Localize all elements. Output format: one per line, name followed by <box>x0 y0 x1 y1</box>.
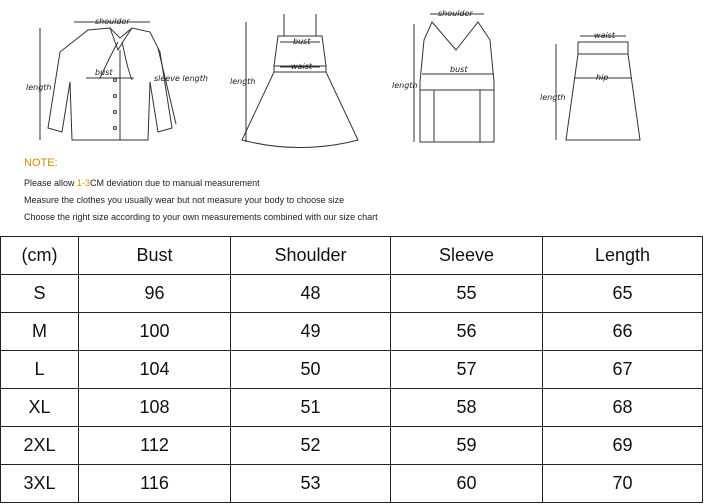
shirt-length-label: length <box>26 83 52 92</box>
length-cell: 68 <box>543 389 703 427</box>
shirt-shoulder-label: shoulder <box>95 17 130 26</box>
sleeve-cell: 60 <box>391 465 543 503</box>
size-cell: 3XL <box>1 465 79 503</box>
sleeve-cell: 56 <box>391 313 543 351</box>
note-line-3: Choose the right size according to your own measurements combined with our size chart <box>24 212 378 222</box>
table-row <box>1 313 703 351</box>
bust-cell: 100 <box>79 313 231 351</box>
shirt-sleeve-label: sleeve length <box>154 74 208 83</box>
table-row <box>1 275 703 313</box>
length-cell: 65 <box>543 275 703 313</box>
skirt-waist-label: waist <box>594 31 615 40</box>
header-cell-unit: (cm) <box>1 237 79 275</box>
note-line-1-pre: Please allow <box>24 178 78 188</box>
shoulder-cell: 49 <box>231 313 391 351</box>
size-cell: L <box>1 351 79 389</box>
length-cell: 66 <box>543 313 703 351</box>
table-row <box>1 389 703 427</box>
note-line-2: Measure the clothes you usually wear but not measure your body to choose size <box>24 195 345 205</box>
tank-length-label: length <box>392 81 418 90</box>
size-cell: 2XL <box>1 427 79 465</box>
skirt-length-label: length <box>540 93 566 102</box>
size-cell: M <box>1 313 79 351</box>
bust-cell: 116 <box>79 465 231 503</box>
shirt-bust-label: bust <box>95 68 113 77</box>
table-row <box>1 427 703 465</box>
note-title: NOTE: <box>24 157 58 169</box>
shoulder-cell: 53 <box>231 465 391 503</box>
bust-cell: 96 <box>79 275 231 313</box>
sleeve-cell: 59 <box>391 427 543 465</box>
tank-bust-label: bust <box>450 65 468 74</box>
note-line-1 <box>24 175 684 192</box>
shoulder-cell: 50 <box>231 351 391 389</box>
header-cell-length: Length <box>543 237 703 275</box>
note-line-1-post: CM deviation due to manual measurement <box>90 178 260 188</box>
dress-bust-label: bust <box>293 37 311 46</box>
size-chart-table <box>0 236 703 503</box>
bust-cell: 104 <box>79 351 231 389</box>
length-cell: 69 <box>543 427 703 465</box>
header-cell-sleeve: Sleeve <box>391 237 543 275</box>
dress-diagram <box>242 14 358 148</box>
notes-block <box>24 157 684 226</box>
header-cell-bust: Bust <box>79 237 231 275</box>
sleeve-cell: 58 <box>391 389 543 427</box>
shoulder-cell: 52 <box>231 427 391 465</box>
tank-shoulder-label: shoulder <box>438 9 473 18</box>
dress-length-label: length <box>230 77 256 86</box>
illustration-panel <box>0 0 704 236</box>
bust-cell: 108 <box>79 389 231 427</box>
table-row <box>1 465 703 503</box>
sleeve-cell: 55 <box>391 275 543 313</box>
shoulder-cell: 51 <box>231 389 391 427</box>
tank-diagram <box>414 14 494 142</box>
note-line-1-highlight: 1-3 <box>77 178 91 188</box>
table-header-row <box>1 237 703 275</box>
size-cell: S <box>1 275 79 313</box>
shoulder-cell: 48 <box>231 275 391 313</box>
length-cell: 70 <box>543 465 703 503</box>
bust-cell: 112 <box>79 427 231 465</box>
table-row <box>1 351 703 389</box>
garment-diagrams <box>0 0 704 160</box>
dress-waist-label: waist <box>291 62 312 71</box>
skirt-hip-label: hip <box>596 73 609 82</box>
length-cell: 67 <box>543 351 703 389</box>
sleeve-cell: 57 <box>391 351 543 389</box>
skirt-diagram <box>556 36 640 140</box>
size-cell: XL <box>1 389 79 427</box>
header-cell-shoulder: Shoulder <box>231 237 391 275</box>
